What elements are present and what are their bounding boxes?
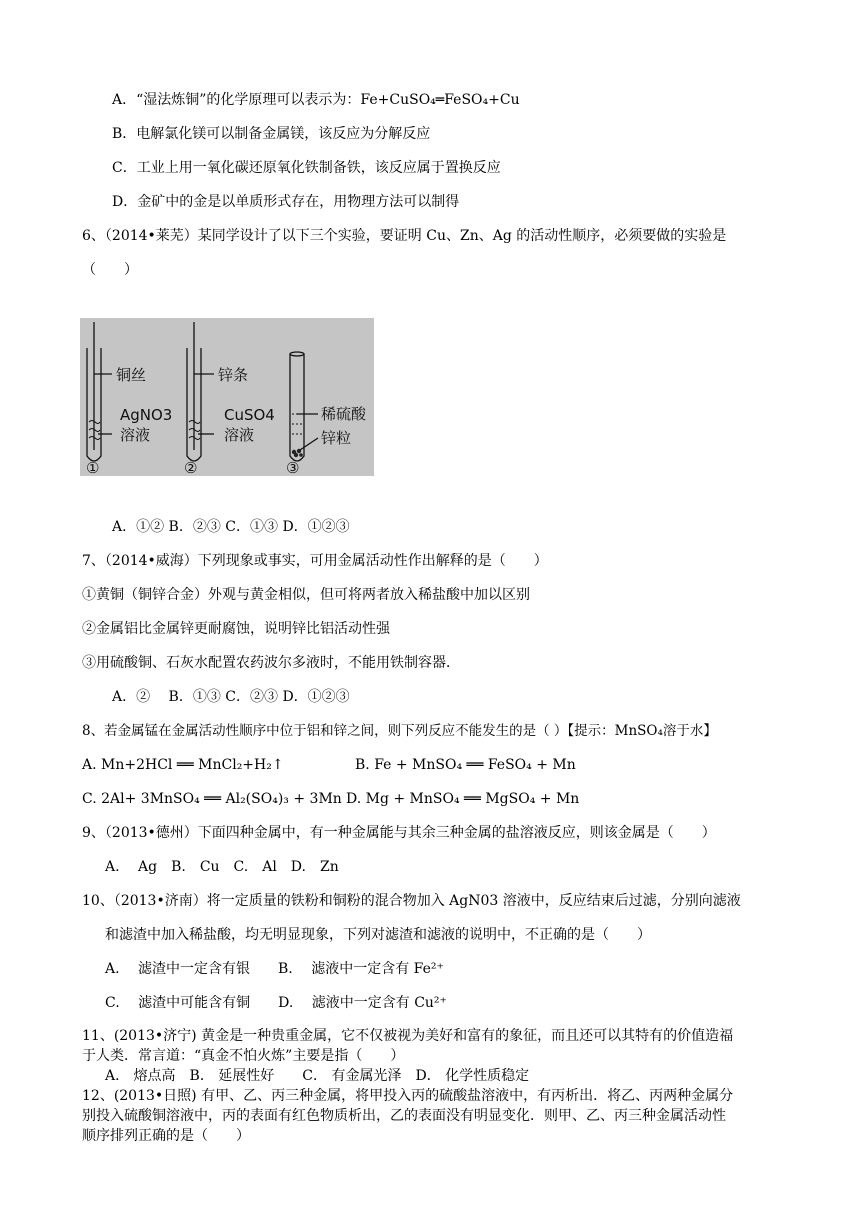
tube1-number: ①: [86, 459, 100, 476]
question-7-stem: 7、（2014•威海）下列现象或事实，可用金属活动性作出解释的是（ ）: [82, 553, 548, 569]
tube2-number: ②: [184, 459, 198, 476]
question-9-options: A. Ag B. Cu C. Al D. Zn: [105, 859, 339, 875]
test-tube-2: [187, 322, 214, 461]
question-12-stem-1: 12、(2013•日照) 有甲、乙、丙三种金属，将甲投入丙的硫酸盐溶液中，有丙析出．将乙、丙两种金属分: [82, 1088, 734, 1104]
tube3-number: ③: [286, 459, 300, 476]
question-8-option-c: C. 2Al+ 3MnSO₄ ══ Al₂(SO₄)₃ + 3Mn: [82, 791, 342, 807]
question-8-option-d: D. Mg + MnSO₄ ══ MgSO₄ + Mn: [346, 791, 580, 807]
tube3-grain-label: 锌粒: [321, 429, 352, 447]
test-tube-1: [87, 322, 112, 461]
question-12-stem-3: 顺序排列正确的是（ ）: [82, 1128, 250, 1144]
question-10-options-cd: C. 滤渣中可能含有铜 D. 滤液中一定含有 Cu²⁺: [105, 995, 447, 1011]
question-7-item-2: ②金属铝比金属锌更耐腐蚀，说明锌比铝活动性强: [82, 621, 390, 637]
question-9-stem: 9、（2013•德州）下面四种金属中，有一种金属能与其余三种金属的盐溶液反应，则该金属是（ ）: [82, 825, 716, 841]
test-tube-figure: [80, 318, 374, 476]
test-tube-3: [290, 352, 318, 461]
question-10-stem-2: 和滤渣中加入稀盐酸，均无明显现象，下列对滤渣和滤液的说明中，不正确的是（ ）: [105, 927, 651, 943]
tube2-strip-label: 锌条: [218, 366, 249, 384]
tube2-solution-label-2: 溶液: [224, 426, 255, 444]
zinc-grains: [292, 449, 303, 457]
option-5d: D．金矿中的金是以单质形式存在，用物理方法可以制得: [112, 194, 460, 210]
tube3-acid-label: 稀硫酸: [321, 405, 367, 423]
question-11-stem-2: 于人类．常言道：“真金不怕火炼”主要是指（ ）: [82, 1048, 405, 1064]
question-6-options: A．①② B．②③ C．①③ D．①②③: [112, 519, 350, 535]
question-6-paren: （ ）: [82, 262, 138, 278]
question-8-option-b: B. Fe + MnSO₄ ══ FeSO₄ + Mn: [355, 757, 576, 773]
question-11-stem-1: 11、(2013•济宁) 黄金是一种贵重金属，它不仅被视为美好和富有的象征，而且还可以其特有的价值造福: [82, 1028, 734, 1044]
option-5a: A．“湿法炼铜”的化学原理可以表示为：Fe+CuSO₄═FeSO₄+Cu: [112, 92, 520, 108]
question-11-options: A． 熔点高 B． 延展性好 C． 有金属光泽 D． 化学性质稳定: [105, 1068, 530, 1084]
question-7-item-1: ①黄铜（铜锌合金）外观与黄金相似，但可将两者放入稀盐酸中加以区别: [82, 587, 530, 603]
tube1-solution-label-2: 溶液: [120, 426, 151, 444]
question-10-stem-1: 10、（2013•济南）将一定质量的铁粉和铜粉的混合物加入 AgN03 溶液中，反应结束后过滤，分别向滤液: [82, 893, 741, 909]
question-6-stem: 6、（2014•莱芜）某同学设计了以下三个实验，要证明 Cu、Zn、Ag 的活动性顺序，必须要做的实验是: [82, 228, 727, 244]
option-5b: B．电解氯化镁可以制备金属镁，该反应为分解反应: [112, 126, 431, 142]
tube1-solution-label-1: AgNO3: [120, 406, 173, 424]
tube2-solution-label-1: CuSO4: [224, 406, 275, 424]
option-5c: C．工业上用一氧化碳还原氧化铁制备铁，该反应属于置换反应: [112, 160, 501, 176]
question-8-stem: 8、若金属锰在金属活动性顺序中位于铝和锌之间，则下列反应不能发生的是（ ）【提示：MnSO₄溶于水】: [82, 723, 717, 739]
tube1-wire-label: 铜丝: [116, 366, 147, 384]
question-12-stem-2: 别投入硫酸铜溶液中，丙的表面有红色物质析出，乙的表面没有明显变化．则甲、乙、丙三种金属活动性: [82, 1108, 726, 1124]
question-8-option-a: A. Mn+2HCl ══ MnCl₂+H₂↑: [82, 757, 284, 773]
question-7-options: A．② B．①③ C．②③ D．①②③: [112, 689, 350, 705]
question-7-item-3: ③用硫酸铜、石灰水配置农药波尔多液时，不能用铁制容器．: [82, 655, 460, 671]
question-10-options-ab: A. 滤渣中一定含有银 B. 滤液中一定含有 Fe²⁺: [105, 961, 444, 977]
